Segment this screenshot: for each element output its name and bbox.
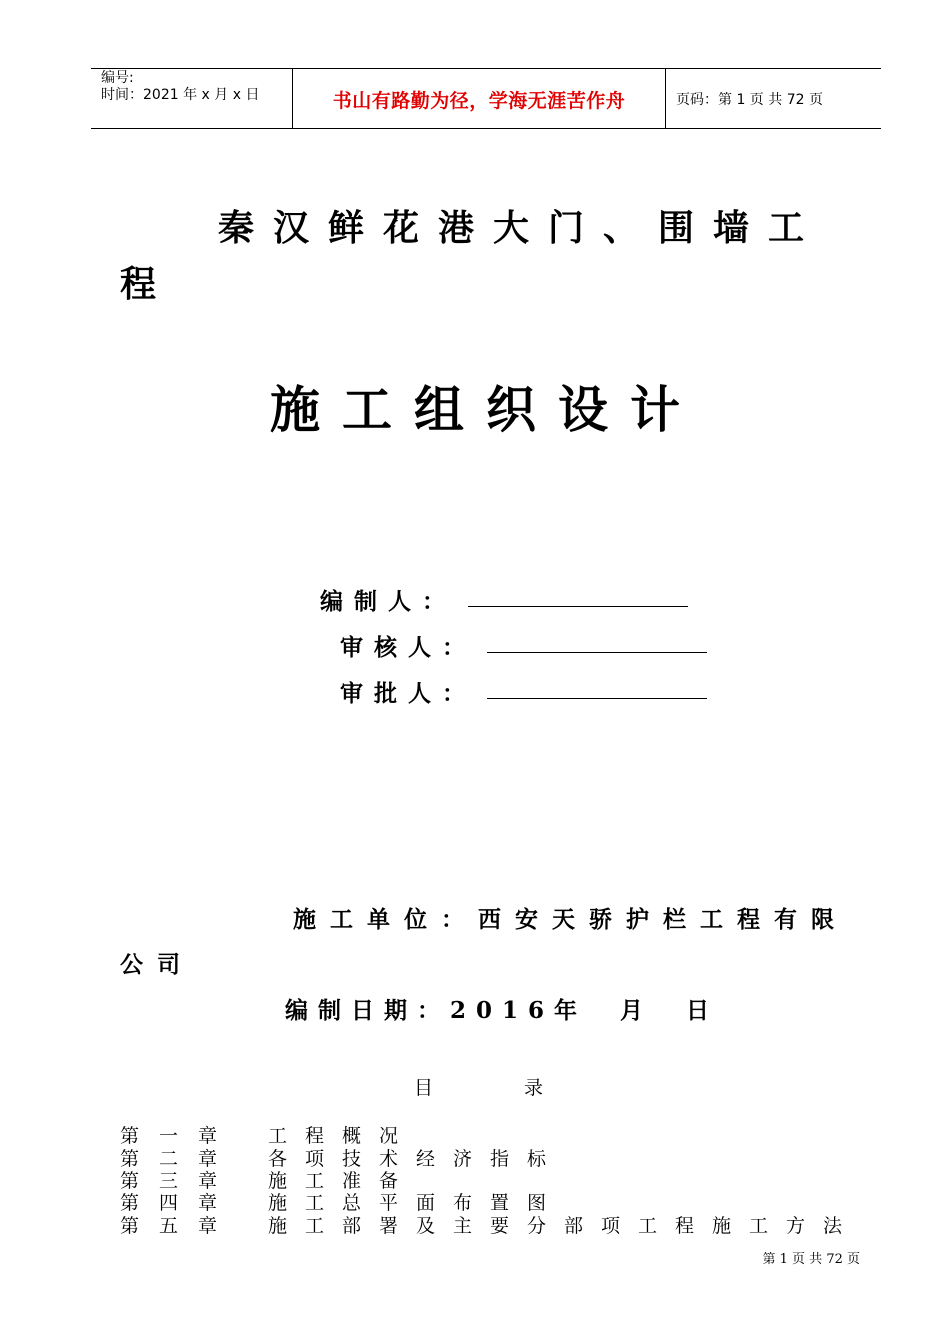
header-motto: 书山有路勤为径，学海无涯苦作舟 [332,90,626,112]
approver-signature-line [487,698,707,699]
approver-label: 审批人： [340,680,476,707]
toc-chapter: 第一章 [120,1125,238,1147]
toc-text: 施工部署及主要分部项工程施工方法 [268,1215,861,1237]
header-bottom-rule [91,128,881,129]
project-title [120,200,845,312]
header-page-info: 页码：第 1 页 共 72 页 [676,92,823,108]
toc-chapter: 第五章 [120,1215,238,1237]
time-label: 时间：2021 年 x 月 x 日 [101,87,260,103]
construction-unit-line2: 公司 [120,951,194,978]
page-header [91,68,881,129]
header-meta [101,70,259,104]
toc-title-right: 录 [524,1077,544,1099]
header-divider [665,68,666,129]
document-title: 施工组织设计 [270,380,702,439]
project-title-line1: 秦汉鲜花港大门、围墙工 [218,207,824,249]
number-label: 编号: [101,70,134,86]
compile-date: 编制日期：2016年 月 日 [285,997,720,1024]
editor-label: 编制人： [320,588,456,615]
page-footer: 第 1 页 共 72 页 [762,1252,860,1267]
toc-text: 施工准备 [268,1170,417,1192]
reviewer-label: 审核人： [340,634,476,661]
construction-unit-line1: 施工单位：西安天骄护栏工程有限 [293,906,848,933]
toc-text: 施工总平面布置图 [268,1192,565,1214]
toc-title-left: 目 [414,1077,434,1099]
toc-chapter: 第三章 [120,1170,238,1192]
editor-signature-line [468,606,688,607]
header-top-rule [91,68,881,69]
toc-text: 工程概况 [268,1125,417,1147]
reviewer-signature-line [487,652,707,653]
toc-chapter: 第四章 [120,1192,238,1214]
project-title-line2: 程 [120,263,157,305]
toc-chapter: 第二章 [120,1148,238,1170]
toc-text: 各项技术经济指标 [268,1148,565,1170]
